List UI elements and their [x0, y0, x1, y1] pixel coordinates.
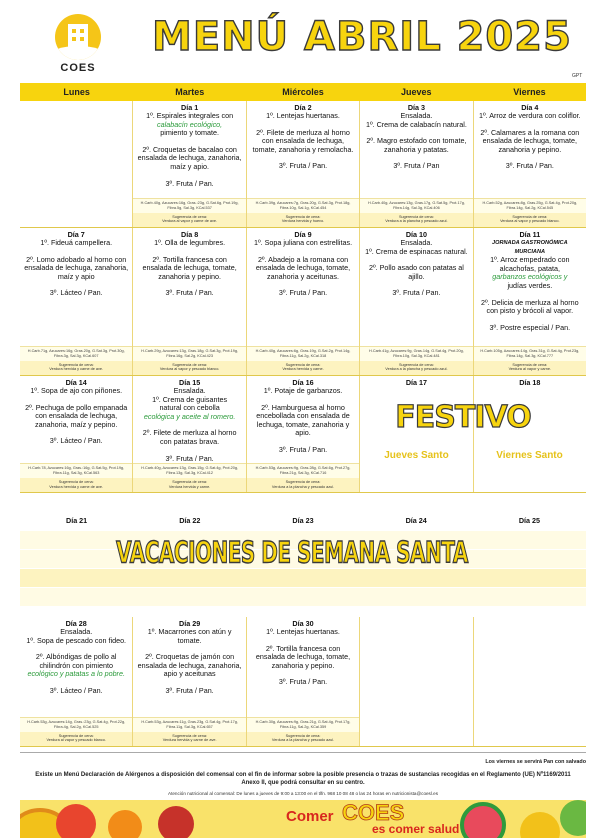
house-icon	[55, 14, 101, 60]
menu-line: 1º. Sopa juliana con estrellitas.	[253, 238, 353, 247]
menu-line: 2º. Delicia de merluza al horno con pisto y brócoli al vapor.	[480, 297, 579, 316]
menu-line: 2º. Tortilla francesa con ensalada de lechuga, tomate, zanahoria y pepino.	[142, 254, 237, 281]
dinner-suggestion-title: Sugerencia de cena:	[399, 214, 434, 219]
dinner-suggestion-title: Sugerencia de cena:	[399, 362, 434, 367]
week-row	[20, 617, 586, 747]
dinner-suggestion	[133, 732, 245, 746]
dinner-suggestion	[133, 213, 245, 227]
vacation-stripe	[20, 588, 586, 606]
day-number: Día 1	[181, 103, 199, 112]
day-number: Día 8	[181, 230, 199, 239]
menu-line: 1º. Fideuá campellera.	[40, 238, 113, 247]
day-number: Día 11	[519, 230, 541, 239]
page-title: MENÚ ABRIL 2025	[152, 14, 572, 60]
nutrition-info: H.Carb.40g, Azucares:13g, Gras.17g, G.Sat.5g, Prot.17g, Fibra.14g, Sal.3g, KCal.406	[360, 198, 472, 213]
orange-icon	[108, 810, 142, 838]
week-row	[20, 101, 586, 228]
day-menu	[133, 628, 245, 717]
menu-line: 2º. Filete de merluza al horno con ensalada de lechuga, tomate, zanahoria y remolacha.	[252, 127, 354, 154]
dinner-suggestion-title: Sugerencia de cena:	[285, 362, 321, 367]
dinner-suggestion-text: Verdura a la plancha y pescado azul.	[271, 484, 335, 489]
menu-line: 2º. Abadejo a la romana con ensalada de lechuga, tomate, zanahoria y aceitunas.	[255, 254, 351, 281]
menu-line: 2º. Croquetas de jamón con ensalada de lechuga, zanahoria, apio y aceitunas	[137, 652, 242, 679]
dinner-suggestion-title: Sugerencia de cena:	[58, 480, 94, 485]
menu-line: 1º. Espirales integrales con	[146, 111, 234, 120]
menu-line: 1º. Crema de calabacín natural.	[365, 119, 467, 129]
nutrition-info: H.Carb.105g, Azucares:14g, Gras.31g, G.Sat.4g, Prot.23g, Fibra.14g, Sal.3g, KCal.777	[474, 346, 586, 361]
menu-line: 2º. Lomo adobado al horno con ensalada de lechuga, zanahoria, maíz y apio	[24, 254, 129, 281]
nutrition-info: H.Carb.40g, Azucares:6g, Gras.19g, G.Sat.2g, Prot.14g, Fibra.11g, Sal.2g, KCal.318	[247, 346, 359, 361]
menu-line: 1º. Arroz empedrado con alcachofas, patata,	[490, 255, 570, 273]
day-number: Día 7	[67, 230, 85, 239]
menu-line: ecológica y aceite al romero.	[143, 411, 236, 421]
nutrition-info: H.Carb.53g, Azucares:11g, Gras.23g, G.Sat.4g, Prot.17g, Fibra.11g, Sal.3g, KCal.657	[133, 717, 245, 732]
allergen-notice: Existe un Menú Declaración de Alérgenos a disposición del comensal con el fin de informar sobre la posible presencia o trazas de sustancias recogidas en el Reglamento (UE) Nº1169/2011 Anexo II, que podrá consultar en su centro.	[35, 772, 571, 786]
menu-line: 3º. Fruta / Pan.	[505, 161, 554, 171]
slogan-salud: es comer salud	[372, 822, 460, 836]
menu-line: 3º. Fruta / Pan.	[278, 288, 328, 298]
day-number: Día 4	[521, 103, 539, 112]
day-menu	[474, 112, 586, 198]
day-menu	[133, 387, 245, 463]
festivo-thursday: Jueves Santo	[384, 450, 449, 461]
dinner-suggestion-text: Verdura hervida y carne de ave.	[162, 738, 217, 743]
dinner-suggestion	[20, 732, 132, 746]
day-menu	[360, 239, 472, 346]
menu-line: 3º. Lácteo / Pan.	[49, 685, 103, 695]
slogan-comer: Comer	[286, 808, 334, 825]
festivo-banner: FESTIVO	[395, 400, 531, 435]
dinner-suggestion-text: Verdura hervida y huevo.	[281, 219, 325, 224]
dinner-suggestion	[133, 361, 245, 375]
nutrition-info: H.Carb.53g, Azucares:14g, Gras.:23g, G.Sat.4g, Prot.22g, Fibra.4g, Sal.2g, KCal.525	[20, 717, 132, 732]
dinner-suggestion-title: Sugerencia de cena:	[172, 733, 208, 738]
weekday-header	[20, 83, 586, 101]
day-cell	[360, 228, 473, 375]
day-number: Día 29	[179, 619, 201, 628]
menu-line: 3º. Fruta / Pan.	[278, 444, 328, 454]
day-number: Día 14	[65, 378, 87, 387]
day-menu	[247, 387, 359, 463]
dinner-suggestion-text: Verdura al vapor y carne.	[508, 367, 552, 372]
day-cell	[133, 376, 246, 492]
dinner-suggestion-text: Verdura al vapor y carne de ave.	[162, 219, 218, 224]
menu-line: 3º. Fruta / Pan	[393, 161, 440, 171]
menu-code: GPT	[572, 73, 583, 79]
day-number: Día 9	[294, 230, 312, 239]
day-cell	[360, 101, 473, 227]
menu-line: 3º. Lácteo / Pan.	[49, 436, 103, 446]
day-cell	[133, 101, 246, 227]
day-number: Día 15	[179, 378, 201, 387]
day-menu	[474, 619, 586, 746]
dinner-suggestion-title: Sugerencia de cena:	[512, 362, 548, 367]
nutrition-info: H.Carb.30g, Azucares:9g, Gras.21g, G.Sat.4g, Prot.17g, Fibra.11g, Sal.2g, KCal.359	[247, 717, 359, 732]
menu-line: Ensalada.	[173, 386, 206, 395]
dinner-suggestion-text: Verdura hervida y carne.	[168, 484, 211, 489]
apple-icon	[158, 806, 194, 838]
menu-line: judías verdes.	[507, 280, 553, 290]
lime-icon	[560, 800, 586, 836]
coes-logo	[46, 14, 110, 76]
menu-line: 3º. Lácteo / Pan.	[49, 288, 103, 298]
nutrition-info: H.Carb.39g, Azucares:7g, Gras.20g, G.Sat.3g, Prot.18g, Fibra.10g, Sal.1g, KCal.454	[247, 198, 359, 213]
menu-line: 2º. Tortilla francesa con ensalada de lechuga, tomate, zanahoria y pepino.	[255, 643, 351, 670]
day-menu	[474, 239, 586, 346]
day-menu	[360, 619, 472, 746]
day-cell	[20, 228, 133, 375]
dinner-suggestion-text: Verdura al vapor y pescado blanco.	[46, 738, 106, 743]
last-week-grid	[20, 617, 586, 747]
dinner-suggestion-title: Sugerencia de cena:	[172, 214, 208, 219]
day-cell	[247, 617, 360, 746]
nutrition-info: H.Carb.71g, Azucares:16g, Gras.20g, G.Sat.3g, Prot.30g, Fibra.3g, Sal.3g, KCal.607	[20, 346, 132, 361]
menu-line: 3º. Postre especial / Pan.	[489, 322, 571, 332]
menu-line: 1º. Lentejas huertanas.	[266, 627, 340, 636]
day-cell	[474, 228, 586, 375]
vacation-banner: VACACIONES DE SEMANA SANTA	[116, 535, 468, 570]
week-row	[20, 228, 586, 376]
logo-text: COES	[60, 62, 96, 74]
menu-line: JORNADA GASTRONÓMICA	[492, 240, 568, 246]
dinner-suggestion	[474, 361, 586, 375]
day-cell	[247, 228, 360, 375]
dinner-suggestion-title: Sugerencia de cena:	[172, 362, 208, 367]
nutrition-contact: Atención nutricional al comensal: De lunes a jueves de 9:00 a 13:00 en el tlfn. 968 10 08 48 o las 24 horas en nutricionista@coesl.es	[168, 791, 438, 796]
dinner-suggestion	[20, 478, 132, 492]
day-number: Día 17	[405, 378, 428, 387]
menu-line: natural con cebolla	[159, 403, 220, 413]
vacation-days	[20, 512, 586, 530]
day-number: Día 30	[292, 619, 314, 628]
slogan-brand: COES	[342, 800, 405, 825]
day-menu	[247, 628, 359, 717]
day-cell	[20, 376, 133, 492]
menu-line: MURCIANA	[514, 248, 546, 255]
menu-line: 1º. Potaje de garbanzos.	[263, 386, 343, 395]
weekday-label: Viernes	[513, 87, 546, 97]
day-cell	[360, 617, 473, 746]
menu-line: 3º. Fruta / Pan.	[165, 178, 214, 188]
day-menu	[247, 112, 359, 198]
lemon-icon	[520, 812, 560, 838]
menu-line: Ensalada.	[400, 111, 433, 120]
bread-note: Los viernes se servirá Pan con salvado	[20, 752, 586, 765]
day-number: Día 28	[65, 619, 87, 628]
dinner-suggestion	[474, 213, 586, 227]
dinner-suggestion-text: Verdura hervida y carne de ave.	[49, 367, 104, 372]
menu-line: 2º. Magro estofado con tomate, zanahoria y patatas.	[366, 136, 467, 154]
day-number: Día 18	[519, 378, 541, 387]
day-number: Día 10	[405, 230, 428, 239]
menu-line: calabacín ecológico,	[157, 119, 223, 129]
menu-line: 3º. Fruta / Pan.	[278, 677, 328, 687]
dinner-suggestion-title: Sugerencia de cena:	[58, 733, 94, 738]
last-week	[20, 617, 586, 747]
day-cell	[247, 101, 360, 227]
menu-line: 2º. Pollo asado con patatas al ajillo.	[368, 263, 464, 281]
dinner-suggestion-text: Verdura a la plancha y pescado azul.	[271, 738, 335, 743]
menu-line: 1º. Lentejas huertanas.	[266, 111, 340, 120]
menu-line: 3º. Fruta / Pan.	[278, 161, 328, 171]
dinner-suggestion	[20, 361, 132, 375]
dinner-suggestion	[247, 478, 359, 492]
dinner-suggestion-title: Sugerencia de cena:	[512, 214, 548, 219]
day-menu	[20, 628, 132, 717]
day-menu	[360, 112, 472, 198]
weekday-label: Martes	[175, 87, 205, 97]
day-menu	[133, 112, 245, 198]
menu-line: 1º. Macarrones con atún y tomate.	[147, 627, 232, 645]
day-number: Día 25	[518, 516, 540, 525]
day-menu	[20, 387, 132, 463]
vacation-stripe	[20, 569, 586, 587]
menu-line: 3º. Fruta / Pan.	[165, 453, 214, 463]
nutrition-info: H.Carb.41g, Azucares:9g, Gras.14g, G.Sat.4g, Prot.20g, Fibra.10g, Sal.3g, KCal.481	[360, 346, 472, 361]
menu-line: Ensalada.	[400, 238, 433, 247]
day-number: Día 3	[407, 103, 426, 112]
menu-line: 1º. Crema de guisantes	[152, 394, 228, 404]
menu-line: 2º. Croquetas de bacalao con ensalada de lechuga, zanahoria, maíz y apio.	[137, 144, 242, 171]
menu-line: Ensalada.	[60, 627, 93, 636]
day-number: Día 22	[179, 516, 201, 525]
menu-line: ecológico y patatas a lo pobre.	[27, 669, 125, 679]
dinner-suggestion-title: Sugerencia de cena:	[285, 480, 321, 485]
menu-line: 1º. Olla de legumbres.	[154, 238, 226, 247]
menu-line: 2º. Albóndigas de pollo al chilindrón con pimiento	[35, 652, 117, 670]
day-menu	[20, 103, 132, 227]
menu-line: 2º. Calamares a la romana con ensalada de lechuga, tomate, zanahoria y pepino.	[480, 127, 580, 154]
day-number: Día 24	[405, 516, 427, 525]
festivo-friday: Viernes Santo	[496, 450, 563, 461]
nutrition-info: H.Carb.52g, Azucares:8g, Gras.25g, G.Sat.4g, Prot.20g, Fibra.14g, Sal.2g, KCal.545	[474, 198, 586, 213]
dinner-suggestion	[133, 478, 245, 492]
menu-line: 3º. Fruta / Pan.	[165, 685, 214, 695]
menu-line: 3º. Fruta / Pan.	[165, 288, 214, 298]
dinner-suggestion	[360, 213, 472, 227]
day-cell	[133, 617, 246, 746]
weekday-label: Miércoles	[282, 87, 324, 97]
menu-line: 2º. Filete de merluza al horno con patatas brava.	[142, 428, 237, 446]
dinner-suggestion-text: Verdura a la plancha y pescado azul.	[385, 219, 448, 224]
menu-line: 3º. Fruta / Pan.	[392, 288, 441, 298]
day-cell	[20, 617, 133, 746]
tomato-icon	[56, 804, 96, 838]
nutrition-info: H.Carb.53g, Azucares:9g, Gras.28g, G.Sat.6g, Prot.27g, Fibra.21g, Sal.3g, KCal.716	[247, 463, 359, 478]
dinner-suggestion-text: Verdura al vapor y pescado blanco.	[159, 367, 220, 372]
menu-line: pimiento y tomate.	[160, 128, 219, 138]
menu-line: 1º. Crema de espinacas natural.	[365, 246, 468, 256]
nutrition-info: H.Carb.40g, Azucares:13g, Gras.15g, G.Sat.4g, Prot.20g, Fibra.13g, Sal.3g, KCal.412	[133, 463, 245, 478]
menu-line: 2º. Pechuga de pollo empanada con ensalada de lechuga, zanahoria, maíz y pepino.	[25, 402, 128, 429]
dinner-suggestion-text: Verdura a la plancha y pescado azul.	[385, 367, 448, 372]
day-number: Día 23	[292, 516, 314, 525]
day-menu	[133, 239, 245, 346]
day-cell	[20, 101, 133, 227]
nutrition-info: H.Carb.29g, Azucares:13g, Gras.18g, G.Sat.3g, Prot.19g, Fibra.16g, Sal.2g, KCal.423	[133, 346, 245, 361]
menu-line: 1º. Sopa de pescado con fideo.	[26, 635, 127, 645]
nutrition-info: H.Carb.40g, Azucares:16g, Gras.:23g, G.Sat.6g, Prot.19g, Fibra.5g, Sal.3g, KCal.537	[133, 198, 245, 213]
dinner-suggestion-text: Verdura hervida y carne.	[282, 367, 324, 372]
day-cell	[474, 101, 586, 227]
nutrition-info: H.Carb.78, Azucares:16g, Gras.:16g, G.Sat.5g, Prot.19g, Fibra.11g, Sal.3g, KCal.563	[20, 463, 132, 478]
menu-line: 2º. Hamburguesa al horno encebollada con ensalada de lechuga, tomate, zanahoria y apio.	[256, 402, 350, 438]
day-cell	[133, 228, 246, 375]
menu-line: 1º. Arroz de verdura con coliflor.	[478, 111, 581, 120]
day-number: Día 2	[294, 103, 312, 112]
weekday-label: Jueves	[400, 87, 432, 97]
day-cell	[474, 617, 586, 746]
day-number: Día 21	[66, 516, 88, 525]
watermelon-icon	[460, 802, 506, 838]
dinner-suggestion-text: Verdura al vapor y pescado blanco.	[500, 219, 560, 224]
weekday-label: Lunes	[63, 87, 90, 97]
day-cell	[247, 376, 360, 492]
dinner-suggestion-text: Verdura hervida y carne de ave.	[49, 484, 104, 489]
dinner-suggestion	[247, 213, 359, 227]
dinner-suggestion-title: Sugerencia de cena:	[172, 480, 208, 485]
menu-line: 1º. Sopa de ajo con piñones.	[30, 386, 123, 395]
footer-banner	[20, 800, 586, 838]
dinner-suggestion-title: Sugerencia de cena:	[285, 733, 321, 738]
dinner-suggestion	[247, 732, 359, 746]
day-menu	[20, 239, 132, 346]
dinner-suggestion	[247, 361, 359, 375]
day-number: Día 16	[292, 378, 314, 387]
day-menu	[247, 239, 359, 346]
dinner-suggestion-title: Sugerencia de cena:	[285, 214, 321, 219]
menu-line: garbanzos ecológicos y	[492, 272, 568, 282]
dinner-suggestion	[360, 361, 472, 375]
dinner-suggestion-title: Sugerencia de cena:	[58, 362, 94, 367]
